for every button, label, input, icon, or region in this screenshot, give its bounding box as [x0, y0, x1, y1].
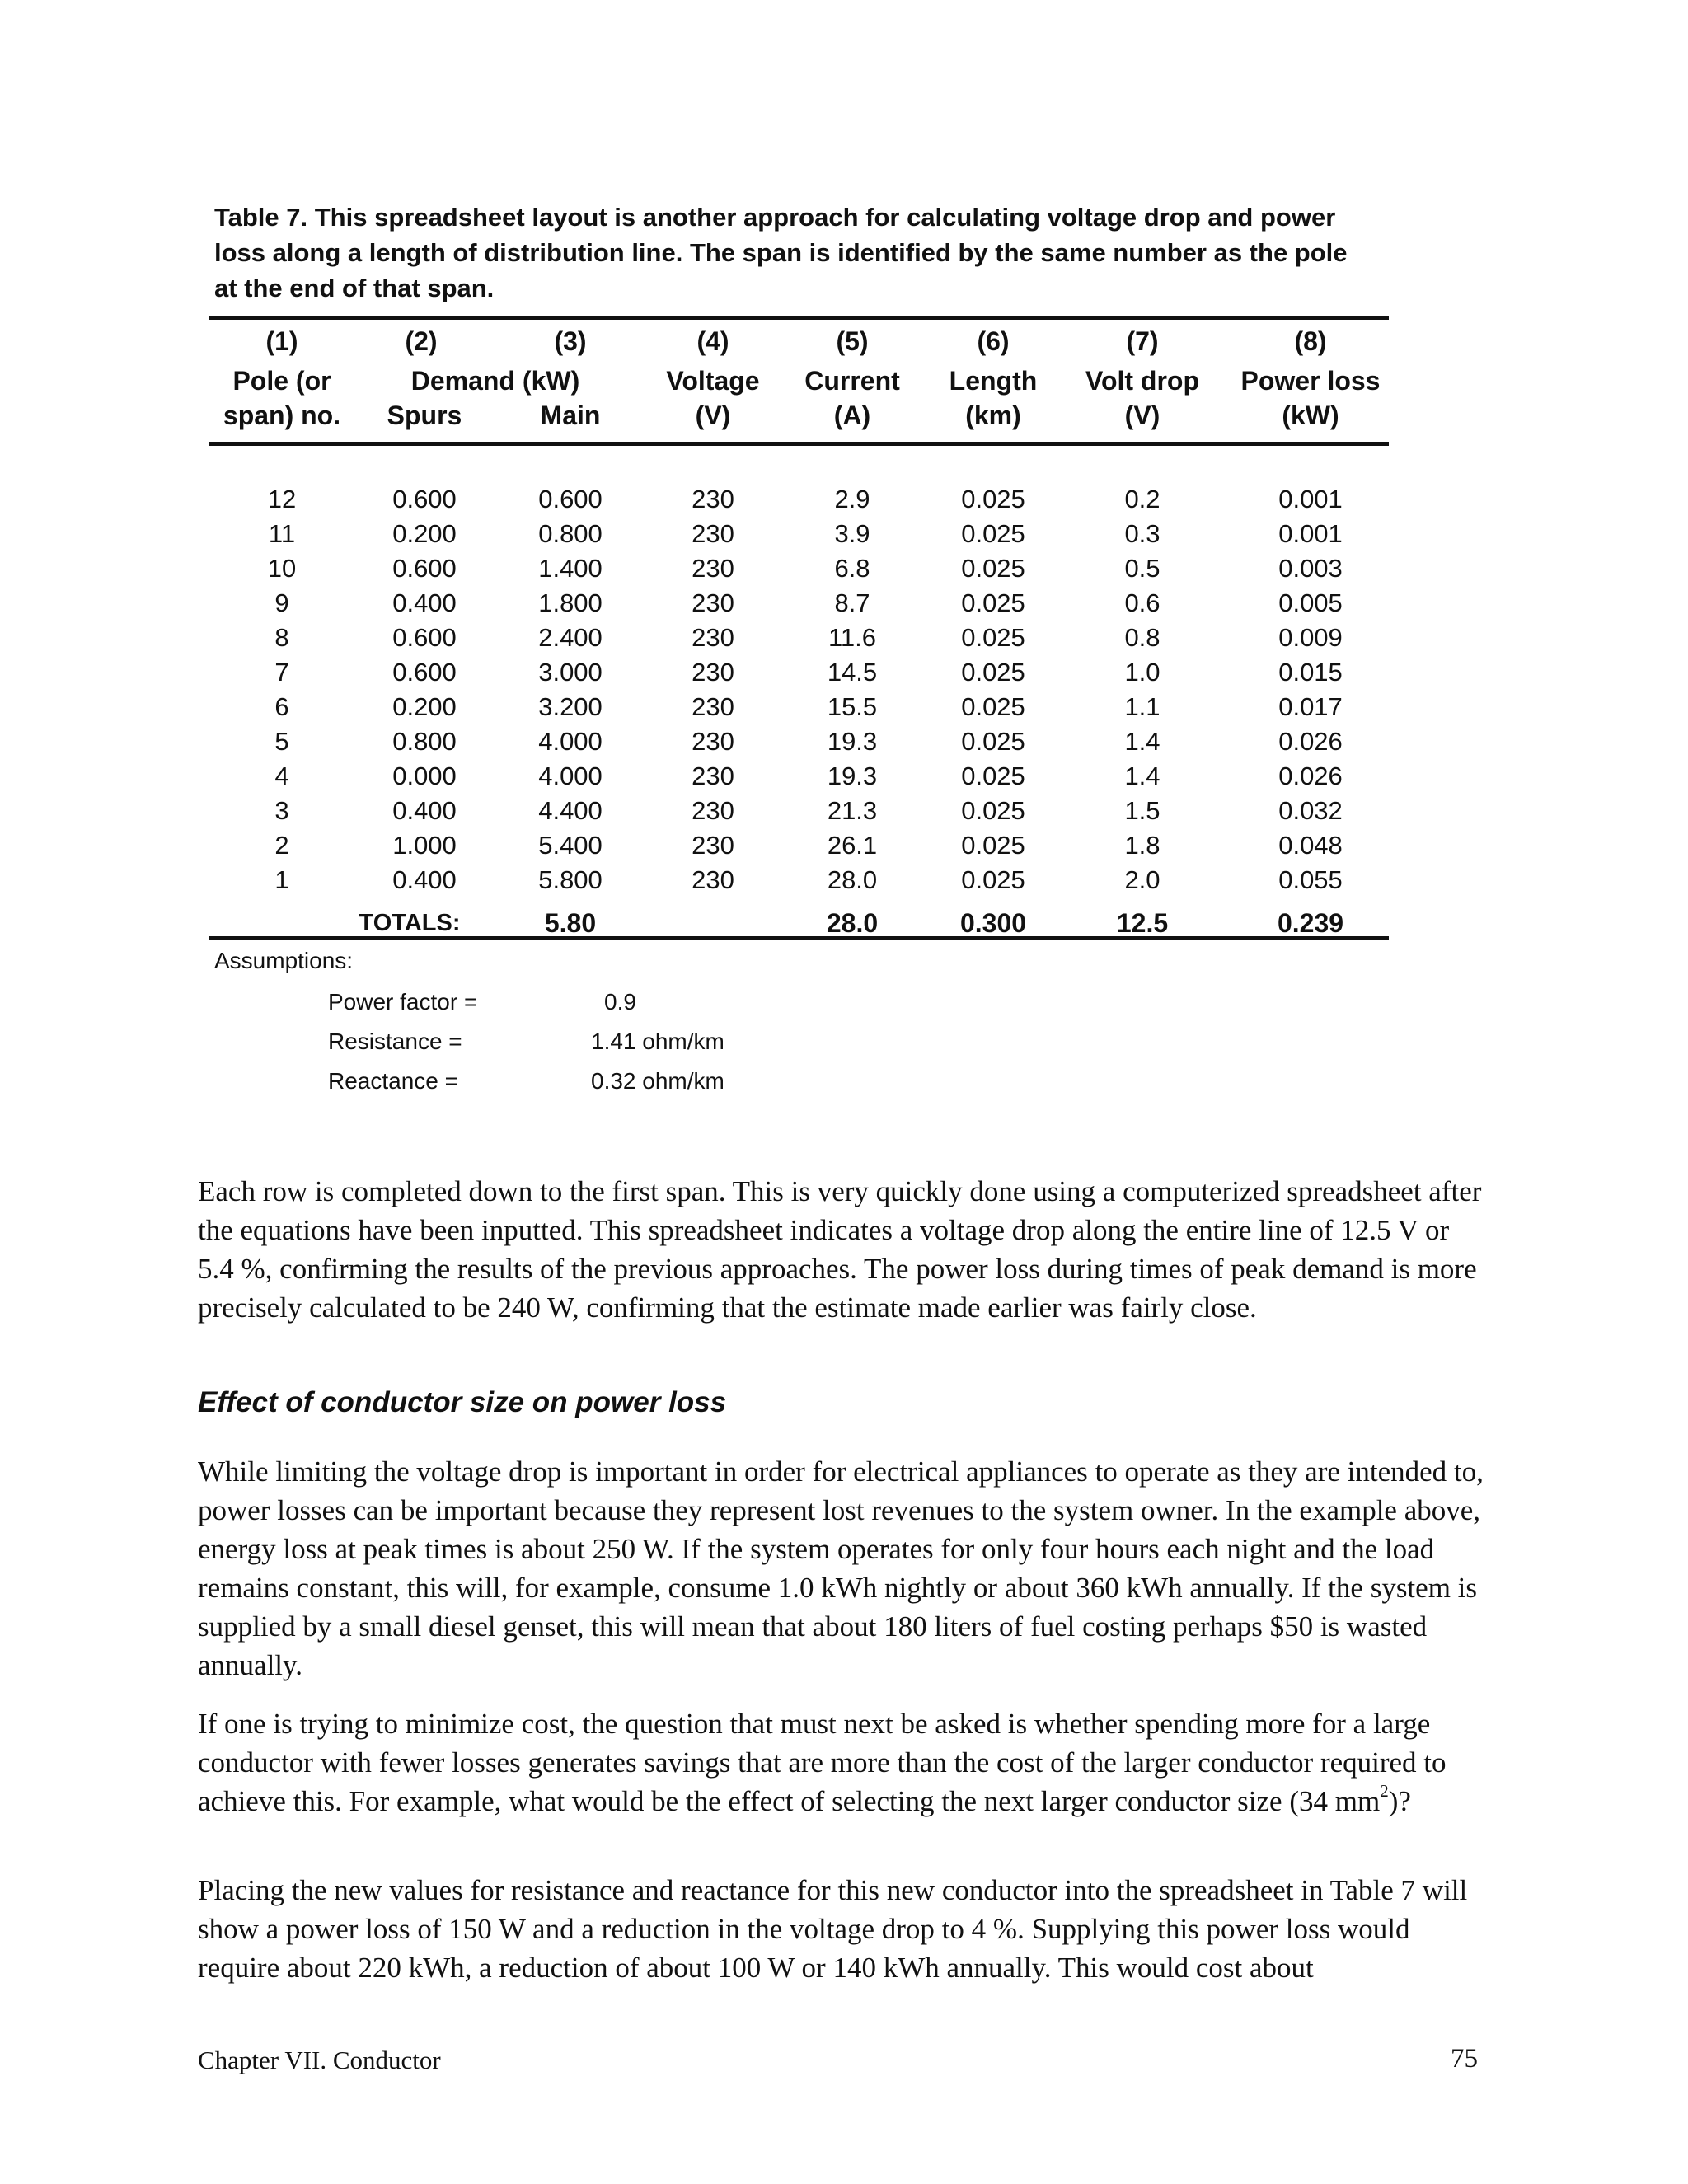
assumption-name: Resistance = — [328, 1029, 462, 1054]
assumptions-label: Assumptions: — [214, 948, 354, 973]
totals-row: TOTALS: 5.80 28.0 0.300 12.5 0.239 — [359, 908, 1344, 938]
superscript: 2 — [1380, 1781, 1389, 1802]
assumption-value: 0.9 — [604, 989, 636, 1015]
footer-chapter: Chapter VII. Conductor — [198, 2046, 441, 2074]
assumption-value: 0.32 ohm/km — [591, 1068, 724, 1094]
table-header-rule — [209, 442, 1389, 446]
table-row: 5 0.800 4.000 230 19.3 0.025 1.4 0.026 — [274, 727, 1343, 756]
table-row: 1 0.400 5.800 230 28.0 0.025 2.0 0.055 — [274, 865, 1343, 894]
assumption-name: Reactance = — [328, 1068, 458, 1094]
table-row: 11 0.200 0.800 230 3.9 0.025 0.3 0.001 — [268, 519, 1343, 548]
table-row: 2 1.000 5.400 230 26.1 0.025 1.8 0.048 — [274, 831, 1343, 860]
paragraph-3 — [198, 1704, 1484, 1821]
table-row: 12 0.600 0.600 230 2.9 0.025 0.2 0.001 — [267, 485, 1343, 513]
assumption-name: Power factor = — [328, 989, 478, 1015]
paragraph-4: Placing the new values for resistance and reactance for this new conductor into the spreadsheet in Table 7 will show a power loss of 150 W and a reduction in the voltage drop to 4 %. Supplying this power loss would require about 220 kWh, a reduction of about 100 W or 140 kWh annually. This would cost about — [198, 1874, 1468, 1984]
paragraph-3-text: If one is trying to minimize cost, the question that must next be asked is whether spending more for a large conductor with fewer losses generates savings that are more than the cost of the larger conductor required to achieve this. For example, what would be the effect of selecting the next larger conductor size (34 mm — [198, 1708, 1447, 1817]
section-heading: Effect of conductor size on power loss — [198, 1386, 727, 1418]
paragraph-2: While limiting the voltage drop is important in order for electrical appliances to operate as they are intended to, power losses can be important because they represent lost revenues to the system owner. In the example above, energy loss at peak times is about 250 W. If the system operates for only four hours each night and the load remains constant, this will, for example, consume 1.0 kWh nightly or about 360 kWh annually. If the system is supplied by a small diesel genset, this will mean that about 180 liters of fuel costing perhaps $50 is wasted annually. — [198, 1455, 1484, 1681]
table-row: 6 0.200 3.200 230 15.5 0.025 1.1 0.017 — [274, 692, 1343, 721]
paragraph-3-end: )? — [1388, 1785, 1411, 1817]
table-row: 3 0.400 4.400 230 21.3 0.025 1.5 0.032 — [274, 796, 1343, 825]
table-row: 4 0.000 4.000 230 19.3 0.025 1.4 0.026 — [274, 762, 1343, 790]
table-top-rule — [209, 316, 1389, 320]
table-row: 7 0.600 3.000 230 14.5 0.025 1.0 0.015 — [274, 658, 1343, 687]
paragraph-1: Each row is completed down to the first span. This is very quickly done using a computerized spreadsheet after the equations have been inputted. This spreadsheet indicates a voltage drop along the entire line of 12.5 V or 5.4 %, confirming the results of the previous approaches. The power loss during times of peak demand is more precisely calculated to be 240 W, confirming that the estimate made earlier was fairly close. — [198, 1175, 1482, 1324]
table-row: 10 0.600 1.400 230 6.8 0.025 0.5 0.003 — [267, 554, 1343, 583]
table-row: 9 0.400 1.800 230 8.7 0.025 0.6 0.005 — [274, 588, 1343, 617]
page-number: 75 — [1451, 2044, 1478, 2074]
table-caption: Table 7. This spreadsheet layout is another approach for calculating voltage drop and power loss along a length of distribution line. The span is identified by the same number as the pole at the end of that span. — [214, 203, 1348, 302]
table-row: 8 0.600 2.400 230 11.6 0.025 0.8 0.009 — [274, 623, 1343, 652]
assumption-value: 1.41 ohm/km — [591, 1029, 724, 1054]
